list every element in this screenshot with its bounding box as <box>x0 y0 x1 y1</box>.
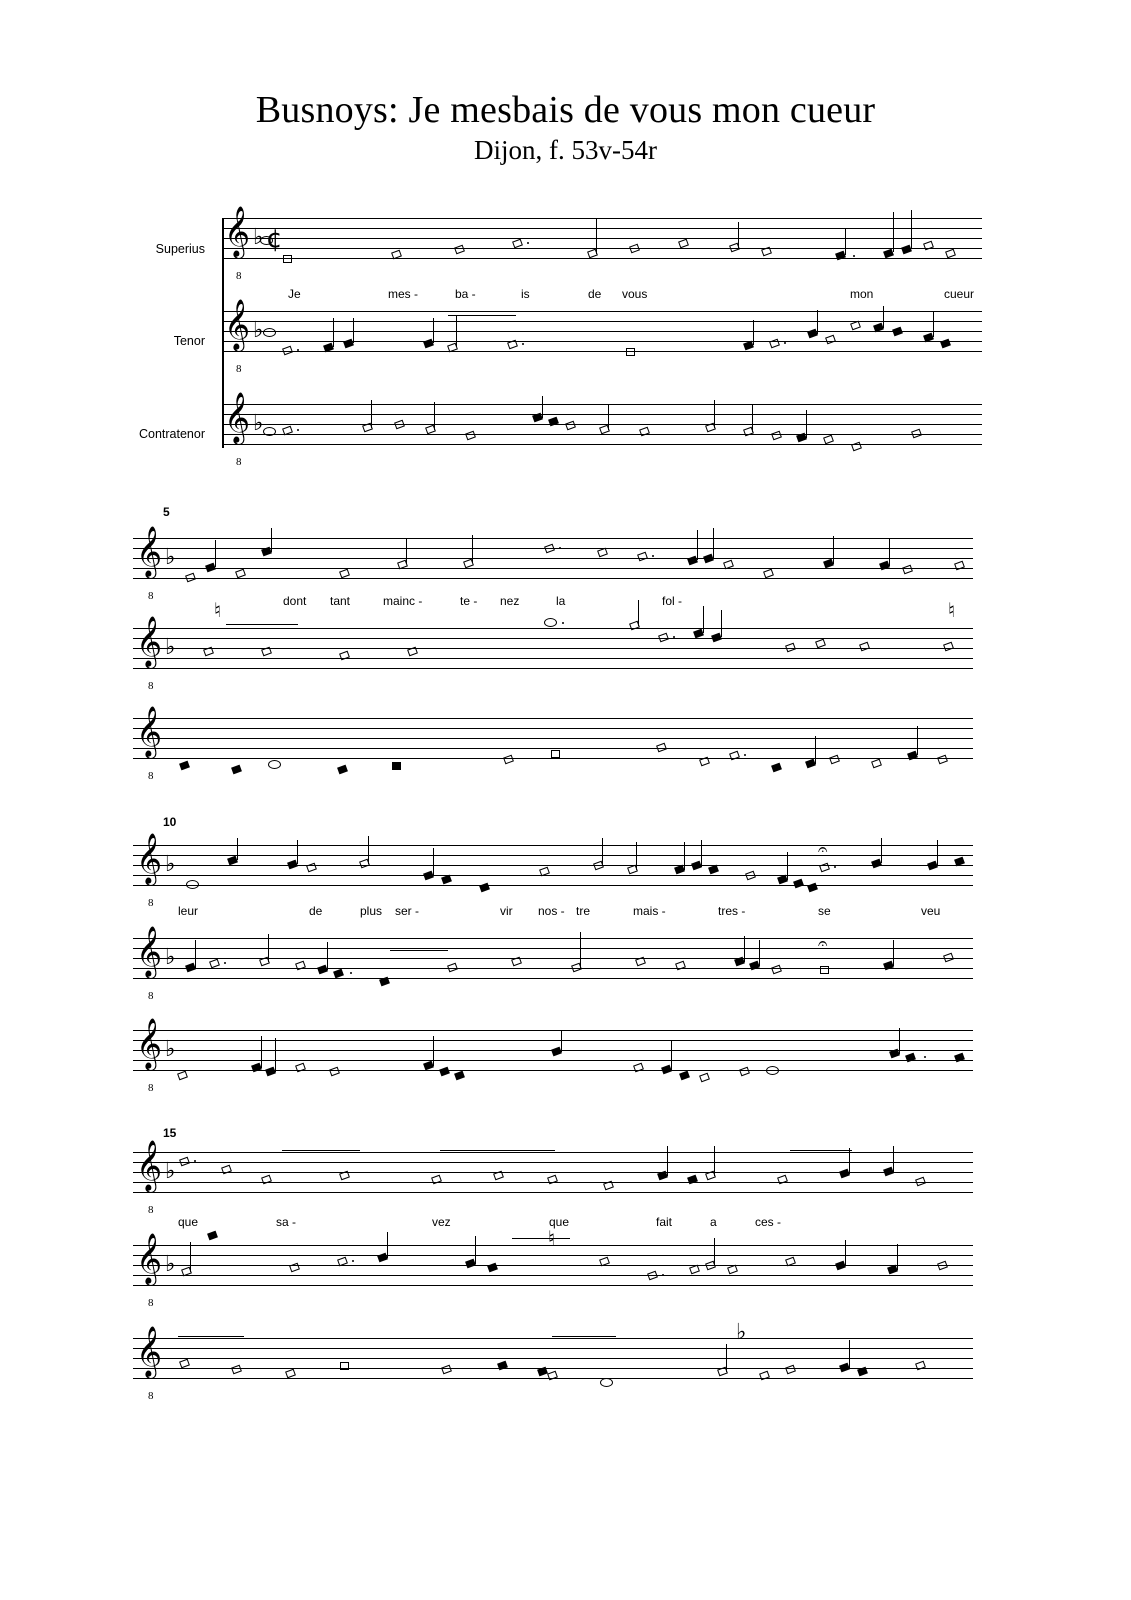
treble-clef-icon: 𝄞 <box>136 926 163 977</box>
note-stem <box>327 942 328 970</box>
note-stem <box>889 538 890 566</box>
note-stem <box>667 1146 668 1176</box>
staff-line <box>222 424 982 425</box>
note-head <box>600 1378 613 1387</box>
clef-octave-marker: 8 <box>148 680 154 692</box>
staff-line <box>133 638 973 639</box>
note-head <box>503 755 514 765</box>
staff-line <box>133 938 973 939</box>
lyric-syllable: fol - <box>662 594 683 608</box>
note-head <box>186 880 199 889</box>
lyric-syllable: dont <box>283 594 307 608</box>
treble-clef-icon: 𝄞 <box>136 1233 163 1284</box>
note-stem <box>726 1344 727 1372</box>
note-stem <box>542 396 543 418</box>
lyric-syllable: fait <box>656 1215 673 1229</box>
note-head <box>439 1067 450 1077</box>
note-stem <box>608 404 609 430</box>
staff-line <box>133 1030 973 1031</box>
note-head <box>739 1067 750 1077</box>
staff-line <box>133 1265 973 1266</box>
staff-line <box>133 1275 973 1276</box>
note-beam <box>512 1238 570 1239</box>
note-stem <box>561 1030 562 1052</box>
treble-clef-icon: 𝄞 <box>136 833 163 884</box>
note-head <box>207 1231 218 1241</box>
note-stem <box>671 1040 672 1070</box>
note-head <box>626 348 635 356</box>
note-stem <box>237 838 238 860</box>
staff-line <box>133 1040 973 1041</box>
note-head <box>679 1071 690 1081</box>
note-head <box>329 1067 340 1077</box>
note-beam <box>226 624 298 625</box>
lyric-syllable: tant <box>330 594 351 608</box>
staff-line <box>222 351 982 352</box>
note-beam <box>282 1150 360 1151</box>
clef-octave-marker: 8 <box>148 1204 154 1216</box>
treble-clef-icon: 𝄞 <box>136 526 163 577</box>
key-signature-flat: ♭ <box>165 1252 176 1277</box>
note-head <box>282 346 293 356</box>
note-stem <box>897 1244 898 1270</box>
note-stem <box>456 316 457 347</box>
note-stem <box>697 530 698 560</box>
note-stem <box>638 600 639 626</box>
lyric-syllable: plus <box>360 904 383 918</box>
note-head <box>231 765 242 775</box>
note-stem <box>714 400 715 428</box>
note-stem <box>368 836 369 864</box>
measure-number: 5 <box>163 505 170 519</box>
note-beam <box>440 1150 500 1151</box>
staff-line <box>133 855 973 856</box>
note-head <box>479 883 490 893</box>
lyric-syllable: nez <box>500 594 520 608</box>
staff-line <box>133 1152 973 1153</box>
accidental-natural: ♮ <box>948 598 956 622</box>
staff-line <box>133 1338 973 1339</box>
note-head <box>179 761 190 771</box>
note-head <box>851 442 862 452</box>
note-stem <box>917 726 918 755</box>
note-head <box>766 1066 779 1075</box>
staff-line <box>133 558 973 559</box>
staff-line <box>133 1348 973 1349</box>
staff-line <box>222 434 982 435</box>
lyric-syllable: nos - <box>538 904 565 918</box>
staff-line <box>222 414 982 415</box>
note-head <box>699 757 710 767</box>
note-stem <box>899 1028 900 1054</box>
staff-line <box>133 578 973 579</box>
treble-clef-icon: 𝄞 <box>136 1018 163 1069</box>
note-stem <box>713 528 714 558</box>
page-subtitle: Dijon, f. 53v-54r <box>474 134 657 165</box>
note-stem <box>815 736 816 764</box>
lyric-syllable: vous <box>622 287 648 301</box>
clef-octave-marker: 8 <box>148 990 154 1002</box>
lyric-syllable: mes - <box>388 287 418 301</box>
staff-line <box>133 648 973 649</box>
note-stem <box>684 842 685 870</box>
note-beam <box>288 718 406 719</box>
note-stem <box>434 402 435 430</box>
note-stem <box>371 400 372 428</box>
lyric-syllable: te - <box>460 594 478 608</box>
note-head <box>829 755 840 765</box>
note-stem <box>849 1148 850 1174</box>
note-stem <box>937 840 938 865</box>
note-stem <box>297 840 298 864</box>
note-stem <box>580 932 581 968</box>
note-stem <box>268 934 269 962</box>
part-label-tenor: Tenor <box>173 334 205 348</box>
treble-clef-icon: 𝄞 <box>224 392 251 443</box>
note-stem <box>787 852 788 880</box>
clef-octave-marker: 8 <box>148 590 154 602</box>
note-beam <box>172 718 250 719</box>
fermata-icon: 𝄐 <box>818 934 828 954</box>
staff-line <box>222 321 982 322</box>
note-stem <box>333 318 334 347</box>
clef-octave-marker: 8 <box>148 1082 154 1094</box>
note-head <box>454 1071 465 1081</box>
note-stem <box>714 1146 715 1176</box>
note-head <box>263 328 276 337</box>
staff-tenor-3 <box>133 934 973 978</box>
key-signature-flat: ♭ <box>253 225 264 250</box>
accidental-flat: ♭ <box>736 1320 747 1345</box>
staff-line <box>133 568 973 569</box>
note-head <box>337 765 348 775</box>
staff-contratenor-1 <box>222 404 982 444</box>
staff-tenor-2 <box>133 628 973 668</box>
note-beam <box>390 950 448 951</box>
staff-line <box>133 758 973 759</box>
lyric-syllable: se <box>818 904 831 918</box>
lyric-syllable: a <box>710 1215 717 1229</box>
note-head <box>699 1073 710 1083</box>
measure-number: 15 <box>163 1126 177 1140</box>
part-label-superius: Superius <box>155 242 205 256</box>
staff-line <box>133 978 973 979</box>
lyric-syllable: cueur <box>944 287 975 301</box>
note-stem <box>893 1146 894 1172</box>
note-stem <box>881 838 882 863</box>
staff-line <box>133 728 973 729</box>
key-signature-flat: ♭ <box>165 852 176 877</box>
key-signature-flat: ♭ <box>253 318 264 343</box>
staff-line <box>133 968 973 969</box>
note-stem <box>275 1038 276 1072</box>
treble-clef-icon: 𝄞 <box>224 206 251 257</box>
lyric-syllable: vez <box>432 1215 451 1229</box>
lyric-syllable: veu <box>921 904 941 918</box>
key-signature-flat: ♭ <box>165 945 176 970</box>
note-head <box>185 573 196 583</box>
note-head <box>871 759 882 769</box>
note-stem <box>472 535 473 563</box>
staff-tenor-4 <box>133 1245 973 1285</box>
note-stem <box>893 940 894 966</box>
note-stem <box>636 842 637 870</box>
key-signature-flat: ♭ <box>165 635 176 660</box>
lyric-syllable: is <box>521 287 530 301</box>
staff-superius-3 <box>133 845 973 885</box>
key-signature-flat: ♭ <box>165 1159 176 1184</box>
staff-line <box>133 865 973 866</box>
note-head <box>793 879 804 889</box>
note-stem <box>261 1036 262 1068</box>
lyric-syllable: Je <box>288 287 301 301</box>
staff-line <box>133 658 973 659</box>
lyric-syllable: tre <box>576 904 591 918</box>
clef-octave-marker: 8 <box>148 1297 154 1309</box>
lyric-syllable: tres - <box>718 904 746 918</box>
note-stem <box>190 1242 191 1272</box>
accidental-natural: ♮ <box>548 1226 556 1250</box>
note-stem <box>701 840 702 867</box>
staff-line <box>222 404 982 405</box>
staff-line <box>133 875 973 876</box>
note-beam <box>552 1336 616 1337</box>
lyric-syllable: que <box>178 1215 199 1229</box>
note-head <box>771 763 782 773</box>
staff-line <box>133 668 973 669</box>
note-stem <box>703 606 704 633</box>
key-signature-flat: ♭ <box>165 1037 176 1062</box>
augmentation-dot <box>562 622 564 624</box>
note-head <box>268 760 281 769</box>
staff-line <box>133 718 973 719</box>
note-stem <box>753 320 754 345</box>
note-stem <box>721 610 722 637</box>
note-stem <box>433 1036 434 1066</box>
measure-number: 10 <box>163 815 177 829</box>
clef-octave-marker: 8 <box>148 770 154 782</box>
treble-clef-icon: 𝄞 <box>224 299 251 350</box>
note-head <box>544 618 557 627</box>
staff-line <box>133 1192 973 1193</box>
lyric-syllable: vir <box>500 904 513 918</box>
note-stem <box>806 410 807 438</box>
note-stem <box>353 318 354 343</box>
staff-line <box>133 738 973 739</box>
staff-line <box>222 444 982 445</box>
note-head <box>177 1071 188 1081</box>
staff-line <box>133 748 973 749</box>
staff-line <box>133 1255 973 1256</box>
staff-line <box>133 1358 973 1359</box>
staff-line <box>133 628 973 629</box>
note-stem <box>744 936 745 962</box>
lyric-syllable: de <box>309 904 323 918</box>
staff-line <box>133 1060 973 1061</box>
note-head <box>263 427 276 436</box>
note-head <box>820 966 829 974</box>
staff-line <box>222 331 982 332</box>
page-title: Busnoys: Je mesbais de vous mon cueur <box>255 89 876 131</box>
note-head <box>340 1362 349 1370</box>
clef-octave-marker: 8 <box>148 1390 154 1402</box>
note-stem <box>752 404 753 432</box>
treble-clef-icon: 𝄞 <box>136 1326 163 1377</box>
staff-line <box>222 341 982 342</box>
note-stem <box>271 528 272 552</box>
note-stem <box>845 1240 846 1266</box>
treble-clef-icon: 𝄞 <box>136 616 163 667</box>
lyric-syllable: la <box>556 594 566 608</box>
clef-octave-marker: 8 <box>236 456 242 468</box>
note-head <box>937 755 948 765</box>
staff-line <box>133 948 973 949</box>
note-beam <box>178 1336 244 1337</box>
staff-line <box>133 885 973 886</box>
note-stem <box>849 1340 850 1368</box>
mensuration-sign: ¢ <box>266 224 283 254</box>
note-stem <box>833 536 834 564</box>
staff-line <box>133 538 973 539</box>
note-head <box>379 977 390 987</box>
staff-line <box>133 1162 973 1163</box>
treble-clef-icon: 𝄞 <box>136 1140 163 1191</box>
lyric-syllable: mais - <box>633 904 666 918</box>
lyric-syllable: mon <box>850 287 874 301</box>
lyric-syllable: ba - <box>455 287 476 301</box>
note-head <box>392 762 401 770</box>
lyric-syllable: mainc - <box>383 594 423 608</box>
clef-octave-marker: 8 <box>236 270 242 282</box>
part-label-contratenor: Contratenor <box>138 427 205 441</box>
staff-line <box>133 845 973 846</box>
lyric-syllable: ser - <box>395 904 419 918</box>
treble-clef-icon: 𝄞 <box>136 706 163 757</box>
note-beam <box>790 1150 852 1151</box>
note-stem <box>602 838 603 866</box>
clef-octave-marker: 8 <box>236 363 242 375</box>
note-head <box>807 883 818 893</box>
key-signature-flat: ♭ <box>165 545 176 570</box>
lyric-syllable: leur <box>178 904 199 918</box>
note-stem <box>195 940 196 968</box>
lyric-syllable: sa - <box>276 1215 297 1229</box>
note-stem <box>433 848 434 876</box>
accidental-natural: ♮ <box>214 598 222 622</box>
note-stem <box>406 538 407 564</box>
fermata-icon: 𝄐 <box>818 840 828 860</box>
note-stem <box>714 1238 715 1266</box>
staff-line <box>133 1285 973 1286</box>
clef-octave-marker: 8 <box>148 897 154 909</box>
note-stem <box>759 940 760 966</box>
note-beam <box>500 1150 555 1151</box>
note-stem <box>387 1232 388 1258</box>
note-stem <box>475 1236 476 1264</box>
note-stem <box>433 318 434 343</box>
note-stem <box>215 540 216 567</box>
lyric-syllable: ces - <box>755 1215 782 1229</box>
lyric-syllable: que <box>549 1215 570 1229</box>
key-signature-flat: ♭ <box>253 411 264 436</box>
note-head <box>551 750 560 758</box>
lyric-syllable: de <box>588 287 602 301</box>
